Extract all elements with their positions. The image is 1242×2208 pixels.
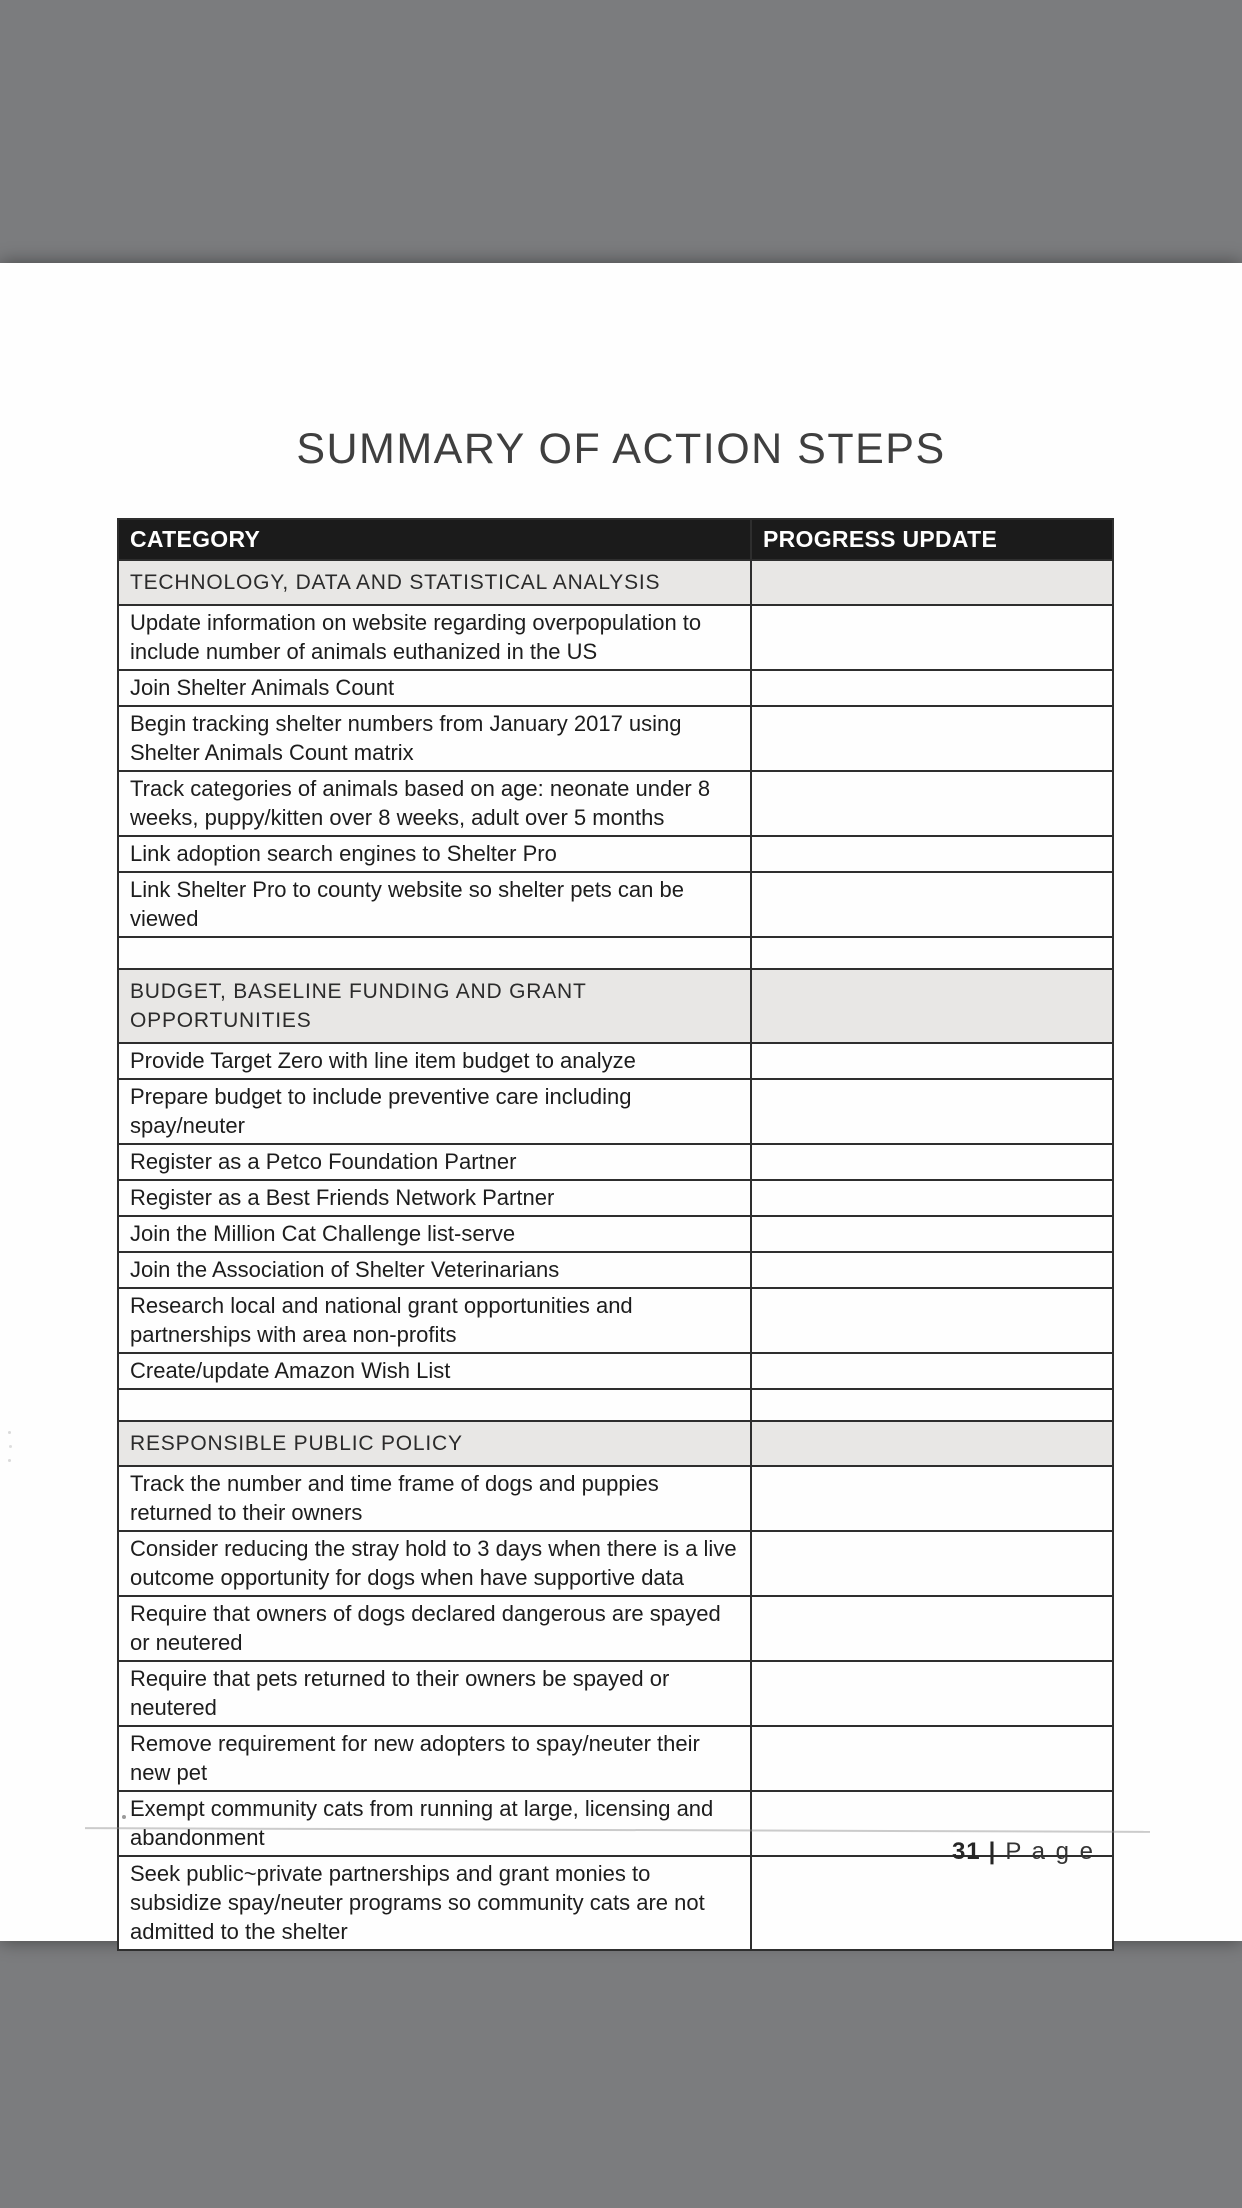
- scan-artifact-dot: [122, 1815, 126, 1819]
- progress-update-cell: [751, 1661, 1113, 1726]
- category-column-header: CATEGORY: [118, 519, 751, 560]
- table-header-row: [118, 519, 1113, 560]
- action-step-row: [118, 1856, 1113, 1950]
- progress-update-cell: [751, 836, 1113, 872]
- page-footer: [952, 1838, 1095, 1866]
- footer-page-label: P a g e: [1005, 1838, 1095, 1865]
- progress-update-cell: [751, 1144, 1113, 1180]
- action-step-row: [118, 1661, 1113, 1726]
- category-cell: Create/update Amazon Wish List: [118, 1353, 751, 1389]
- progress-update-cell: [751, 706, 1113, 771]
- progress-update-cell: [751, 1252, 1113, 1288]
- action-steps-table-container: [117, 518, 1112, 1951]
- progress-update-column-header: PROGRESS UPDATE: [751, 519, 1113, 560]
- empty-row: [118, 1389, 1113, 1421]
- action-step-row: [118, 605, 1113, 670]
- category-cell: Prepare budget to include preventive care including spay/neuter: [118, 1079, 751, 1144]
- section-heading: TECHNOLOGY, DATA AND STATISTICAL ANALYSIS: [118, 560, 751, 605]
- section-heading-row: [118, 1421, 1113, 1466]
- category-cell: Exempt community cats from running at large, licensing and abandonment: [118, 1791, 751, 1856]
- page-number: 31: [951, 1838, 981, 1865]
- progress-update-cell: [751, 1531, 1113, 1596]
- category-cell: [118, 1389, 751, 1421]
- section-heading-row: [118, 969, 1113, 1043]
- progress-update-cell: [751, 605, 1113, 670]
- category-cell: Register as a Best Friends Network Partner: [118, 1180, 751, 1216]
- progress-update-cell: [751, 1079, 1113, 1144]
- category-cell: Join Shelter Animals Count: [118, 670, 751, 706]
- section-heading-row: [118, 560, 1113, 605]
- action-step-row: [118, 771, 1113, 836]
- progress-update-cell: [751, 1466, 1113, 1531]
- category-cell: Remove requirement for new adopters to spay/neuter their new pet: [118, 1726, 751, 1791]
- category-cell: Join the Association of Shelter Veterinarians: [118, 1252, 751, 1288]
- progress-update-cell: [751, 937, 1113, 969]
- section-heading: BUDGET, BASELINE FUNDING AND GRANT OPPORTUNITIES: [118, 969, 751, 1043]
- scan-artifact-dot: [8, 1459, 11, 1462]
- category-cell: Seek public~private partnerships and grant monies to subsidize spay/neuter programs so community cats are not admitted to the shelter: [118, 1856, 751, 1950]
- progress-update-cell: [751, 1856, 1113, 1950]
- progress-update-cell: [751, 1043, 1113, 1079]
- action-step-row: [118, 1466, 1113, 1531]
- document-page: [0, 263, 1242, 1944]
- progress-update-cell: [751, 1216, 1113, 1252]
- category-cell: Join the Million Cat Challenge list-serve: [118, 1216, 751, 1252]
- action-steps-table: [117, 518, 1114, 1951]
- progress-update-cell: [751, 1288, 1113, 1353]
- action-step-row: [118, 1531, 1113, 1596]
- action-step-row: [118, 1288, 1113, 1353]
- action-step-row: [118, 1353, 1113, 1389]
- action-step-row: [118, 1079, 1113, 1144]
- category-cell: Begin tracking shelter numbers from January 2017 using Shelter Animals Count matrix: [118, 706, 751, 771]
- action-step-row: [118, 836, 1113, 872]
- progress-update-cell: [751, 670, 1113, 706]
- action-step-row: [118, 872, 1113, 937]
- section-heading-progress-cell: [751, 969, 1113, 1043]
- section-heading-progress-cell: [751, 1421, 1113, 1466]
- action-step-row: [118, 1216, 1113, 1252]
- category-cell: Require that pets returned to their owners be spayed or neutered: [118, 1661, 751, 1726]
- progress-update-cell: [751, 1596, 1113, 1661]
- progress-update-cell: [751, 1389, 1113, 1421]
- category-cell: Link adoption search engines to Shelter Pro: [118, 836, 751, 872]
- section-heading-progress-cell: [751, 560, 1113, 605]
- action-step-row: [118, 1043, 1113, 1079]
- progress-update-cell: [751, 771, 1113, 836]
- category-cell: Track the number and time frame of dogs and puppies returned to their owners: [118, 1466, 751, 1531]
- footer-separator: |: [988, 1838, 996, 1865]
- category-cell: Research local and national grant opportunities and partnerships with area non-profits: [118, 1288, 751, 1353]
- section-heading: RESPONSIBLE PUBLIC POLICY: [118, 1421, 751, 1466]
- category-cell: Provide Target Zero with line item budget to analyze: [118, 1043, 751, 1079]
- action-step-row: [118, 670, 1113, 706]
- category-cell: [118, 937, 751, 969]
- progress-update-cell: [751, 1726, 1113, 1791]
- category-cell: Require that owners of dogs declared dangerous are spayed or neutered: [118, 1596, 751, 1661]
- category-cell: Update information on website regarding overpopulation to include number of animals euthanized in the US: [118, 605, 751, 670]
- action-step-row: [118, 706, 1113, 771]
- scan-artifact-dot: [8, 1431, 11, 1434]
- scan-artifact-dot: [9, 1445, 12, 1448]
- action-step-row: [118, 1596, 1113, 1661]
- category-cell: Consider reducing the stray hold to 3 days when there is a live outcome opportunity for dogs when have supportive data: [118, 1531, 751, 1596]
- page-title: SUMMARY OF ACTION STEPS: [296, 425, 946, 473]
- action-step-row: [118, 1252, 1113, 1288]
- progress-update-cell: [751, 1353, 1113, 1389]
- action-step-row: [118, 1144, 1113, 1180]
- progress-update-cell: [751, 872, 1113, 937]
- category-cell: Register as a Petco Foundation Partner: [118, 1144, 751, 1180]
- action-step-row: [118, 1180, 1113, 1216]
- action-steps-table-body: [118, 560, 1113, 1950]
- action-step-row: [118, 1726, 1113, 1791]
- progress-update-cell: [751, 1180, 1113, 1216]
- category-cell: Track categories of animals based on age: neonate under 8 weeks, puppy/kitten over 8 weeks, adult over 5 months: [118, 771, 751, 836]
- category-cell: Link Shelter Pro to county website so shelter pets can be viewed: [118, 872, 751, 937]
- empty-row: [118, 937, 1113, 969]
